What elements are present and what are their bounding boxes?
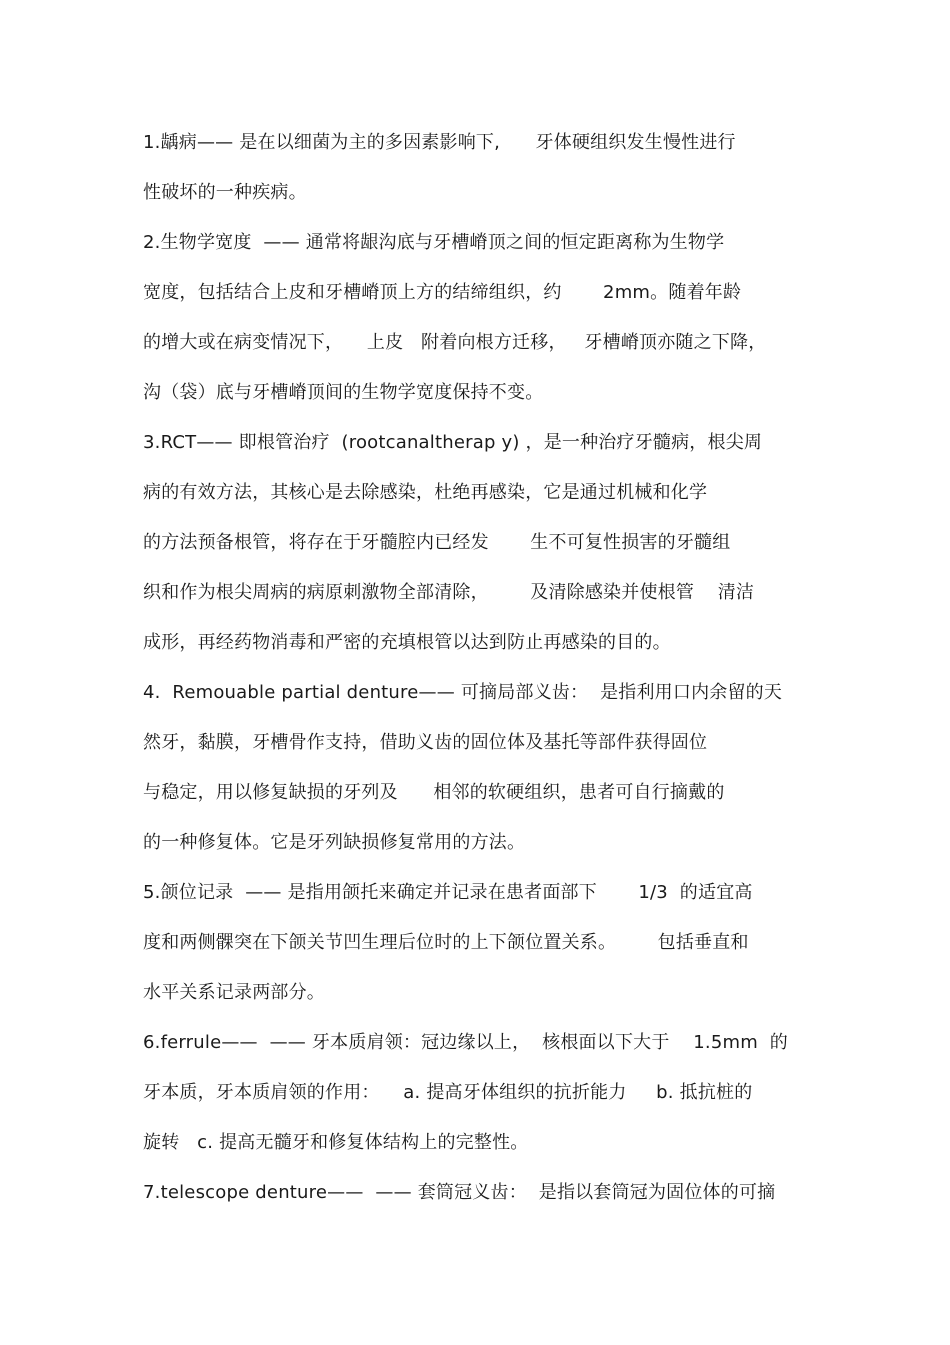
text-line: 5.颌位记录 —— 是指用颌托来确定并记录在患者面部下 1/3 的适宜高 <box>143 882 753 903</box>
text-line: 水平关系记录两部分。 <box>143 982 325 1003</box>
text-line: 病的有效方法，其核心是去除感染，杜绝再感染，它是通过机械和化学 <box>143 482 708 503</box>
text-line: 6.ferrule—— —— 牙本质肩领：冠边缘以上， 核根面以下大于 1.5mm 的 <box>143 1032 788 1053</box>
text-line: 宽度，包括结合上皮和牙槽嵴顶上方的结缔组织，约 2mm。随着年龄 <box>143 282 742 303</box>
text-line: 度和两侧髁突在下颌关节凹生理后位时的上下颌位置关系。 包括垂直和 <box>143 932 749 953</box>
text-line: 性破坏的一种疾病。 <box>143 182 307 203</box>
text-line: 牙本质，牙本质肩领的作用： a. 提高牙体组织的抗折能力 b. 抵抗桩的 <box>143 1082 753 1103</box>
text-line: 2.生物学宽度 —— 通常将龈沟底与牙槽嵴顶之间的恒定距离称为生物学 <box>143 232 725 253</box>
text-line: 与稳定，用以修复缺损的牙列及 相邻的软硬组织，患者可自行摘戴的 <box>143 782 725 803</box>
text-line: 沟（袋）底与牙槽嵴顶间的生物学宽度保持不变。 <box>143 382 544 403</box>
text-line: 织和作为根尖周病的病原刺激物全部清除， 及清除感染并使根管 清洁 <box>143 582 755 603</box>
text-line: 的方法预备根管，将存在于牙髓腔内已经发 生不可复性损害的牙髓组 <box>143 532 731 553</box>
text-line: 4. Remouable partial denture—— 可摘局部义齿： 是指利用口内余留的天 <box>143 682 783 703</box>
text-line: 3.RCT—— 即根管治疗 (rootcanaltherap y) ，是一种治疗牙髓病，根尖周 <box>143 432 763 453</box>
text-line: 然牙，黏膜，牙槽骨作支持，借助义齿的固位体及基托等部件获得固位 <box>143 732 708 753</box>
text-line: 1.龋病—— 是在以细菌为主的多因素影响下, 牙体硬组织发生慢性进行 <box>143 132 736 153</box>
text-line: 成形，再经药物消毒和严密的充填根管以达到防止再感染的目的。 <box>143 632 671 653</box>
text-line: 旋转 c. 提高无髓牙和修复体结构上的完整性。 <box>143 1132 529 1153</box>
text-line: 的一种修复体。它是牙列缺损修复常用的方法。 <box>143 832 526 853</box>
text-line: 的增大或在病变情况下， 上皮 附着向根方迁移， 牙槽嵴顶亦随之下降， <box>143 332 767 353</box>
text-line: 7.telescope denture—— —— 套筒冠义齿： 是指以套筒冠为固位体的可摘 <box>143 1182 776 1203</box>
